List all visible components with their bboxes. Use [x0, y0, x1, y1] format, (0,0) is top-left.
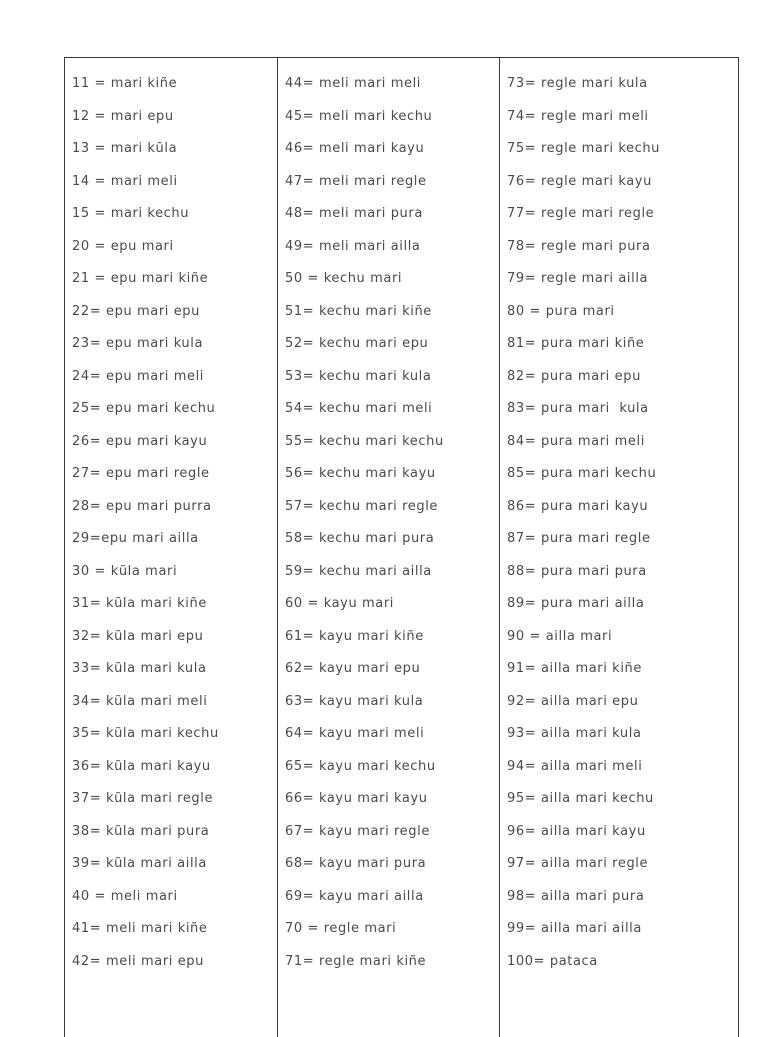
number-entry: 33= kũla mari kula: [72, 661, 207, 676]
number-entry: 75= regle mari kechu: [507, 141, 661, 156]
number-entry: 21 = epu mari kiñe: [72, 271, 209, 286]
number-entry: 49= meli mari ailla: [285, 238, 421, 254]
number-entry: 22= epu mari epu: [72, 303, 200, 319]
number-entry: 64= kayu mari meli: [285, 726, 425, 741]
number-table: [64, 57, 739, 1037]
number-entry: 12 = mari epu: [72, 108, 174, 124]
number-entry: 39= kũla mari ailla: [72, 856, 207, 871]
number-entry: 11 = mari kiñe: [72, 76, 178, 91]
number-entry: 31= kũla mari kiñe: [72, 596, 207, 611]
number-entry: 95= ailla mari kechu: [507, 791, 654, 806]
number-entry: 38= kũla mari pura: [72, 823, 210, 839]
entry-list-column-3: [507, 73, 738, 983]
number-entry: 74= regle mari meli: [507, 108, 649, 124]
number-entry: 45= meli mari kechu: [285, 108, 433, 124]
number-entry: 99= ailla mari ailla: [507, 921, 642, 936]
number-entry: 26= epu mari kayu: [72, 433, 208, 449]
number-entry: 66= kayu mari kayu: [285, 791, 428, 806]
table-column-2: [278, 58, 500, 1037]
number-entry: 81= pura mari kiñe: [507, 336, 645, 351]
number-entry: 55= kechu mari kechu: [285, 433, 444, 449]
number-entry: 58= kechu mari pura: [285, 531, 435, 546]
number-entry: 42= meli mari epu: [72, 953, 204, 969]
number-entry: 40 = meli mari: [72, 888, 178, 904]
number-entry: 89= pura mari ailla: [507, 596, 645, 611]
number-entry: 70 = regle mari: [285, 921, 397, 936]
number-entry: 56= kechu mari kayu: [285, 466, 436, 481]
number-entry: 63= kayu mari kula: [285, 693, 424, 709]
number-entry: 71= regle mari kiñe: [285, 953, 427, 969]
number-entry: 76= regle mari kayu: [507, 173, 652, 189]
number-entry: 96= ailla mari kayu: [507, 823, 646, 839]
number-entry: 86= pura mari kayu: [507, 498, 649, 514]
number-entry: 14 = mari meli: [72, 173, 178, 189]
number-entry: 90 = ailla mari: [507, 628, 613, 644]
number-entry: 78= regle mari pura: [507, 238, 651, 254]
number-entry: 51= kechu mari kiñe: [285, 303, 432, 319]
number-entry: 30 = kũla mari: [72, 563, 178, 579]
number-entry: 88= pura mari pura: [507, 563, 647, 579]
number-entry: 25= epu mari kechu: [72, 401, 216, 416]
number-entry: 36= kũla mari kayu: [72, 758, 211, 774]
number-entry: 50 = kechu mari: [285, 271, 403, 286]
number-entry: 34= kũla mari meli: [72, 693, 208, 709]
table-column-1: [65, 58, 278, 1037]
number-entry: 59= kechu mari ailla: [285, 563, 432, 579]
number-entry: 65= kayu mari kechu: [285, 758, 436, 774]
number-entry: 84= pura mari meli: [507, 433, 645, 449]
number-entry: 92= ailla mari epu: [507, 693, 639, 709]
number-entry: 68= kayu mari pura: [285, 856, 427, 871]
number-entry: 48= meli mari pura: [285, 206, 423, 221]
number-entry: 23= epu mari kula: [72, 336, 204, 351]
number-entry: 44= meli mari meli: [285, 76, 421, 91]
number-entry: 100= pataca: [507, 953, 598, 969]
number-entry: 28= epu mari purra: [72, 498, 212, 514]
number-entry: 46= meli mari kayu: [285, 141, 425, 156]
number-entry: 29=epu mari ailla: [72, 531, 199, 546]
number-entry: 77= regle mari regle: [507, 206, 655, 221]
number-entry: 80 = pura mari: [507, 303, 615, 319]
entry-list-column-1: [72, 73, 277, 983]
number-entry: 52= kechu mari epu: [285, 336, 429, 351]
number-entry: 82= pura mari epu: [507, 368, 641, 384]
number-entry: 13 = mari kũla: [72, 141, 178, 156]
number-entry: 53= kechu mari kula: [285, 368, 432, 384]
number-entry: 93= ailla mari kula: [507, 726, 642, 741]
number-entry: 24= epu mari meli: [72, 368, 204, 384]
number-entry: 67= kayu mari regle: [285, 823, 430, 839]
entry-list-column-2: [285, 73, 499, 983]
table-column-3: [500, 58, 738, 1037]
number-entry: 91= ailla mari kiñe: [507, 661, 642, 676]
number-entry: 32= kũla mari epu: [72, 628, 204, 644]
number-entry: 61= kayu mari kiñe: [285, 628, 424, 644]
number-entry: 20 = epu mari: [72, 238, 174, 254]
number-entry: 69= kayu mari ailla: [285, 888, 424, 904]
number-entry: 27= epu mari regle: [72, 466, 210, 481]
number-entry: 57= kechu mari regle: [285, 498, 439, 514]
number-entry: 47= meli mari regle: [285, 173, 427, 189]
number-entry: 85= pura mari kechu: [507, 466, 657, 481]
number-entry: 83= pura mari kula: [507, 401, 649, 416]
number-entry: 41= meli mari kiñe: [72, 921, 208, 936]
number-entry: 15 = mari kechu: [72, 206, 190, 221]
number-entry: 97= ailla mari regle: [507, 856, 649, 871]
number-entry: 62= kayu mari epu: [285, 661, 421, 676]
number-entry: 73= regle mari kula: [507, 76, 648, 91]
number-entry: 98= ailla mari pura: [507, 888, 645, 904]
number-entry: 37= kũla mari regle: [72, 791, 214, 806]
number-entry: 35= kũla mari kechu: [72, 726, 219, 741]
number-entry: 60 = kayu mari: [285, 596, 395, 611]
number-entry: 94= ailla mari meli: [507, 758, 643, 774]
number-entry: 54= kechu mari meli: [285, 401, 433, 416]
number-entry: 79= regle mari ailla: [507, 271, 649, 286]
number-entry: 87= pura mari regle: [507, 531, 651, 546]
